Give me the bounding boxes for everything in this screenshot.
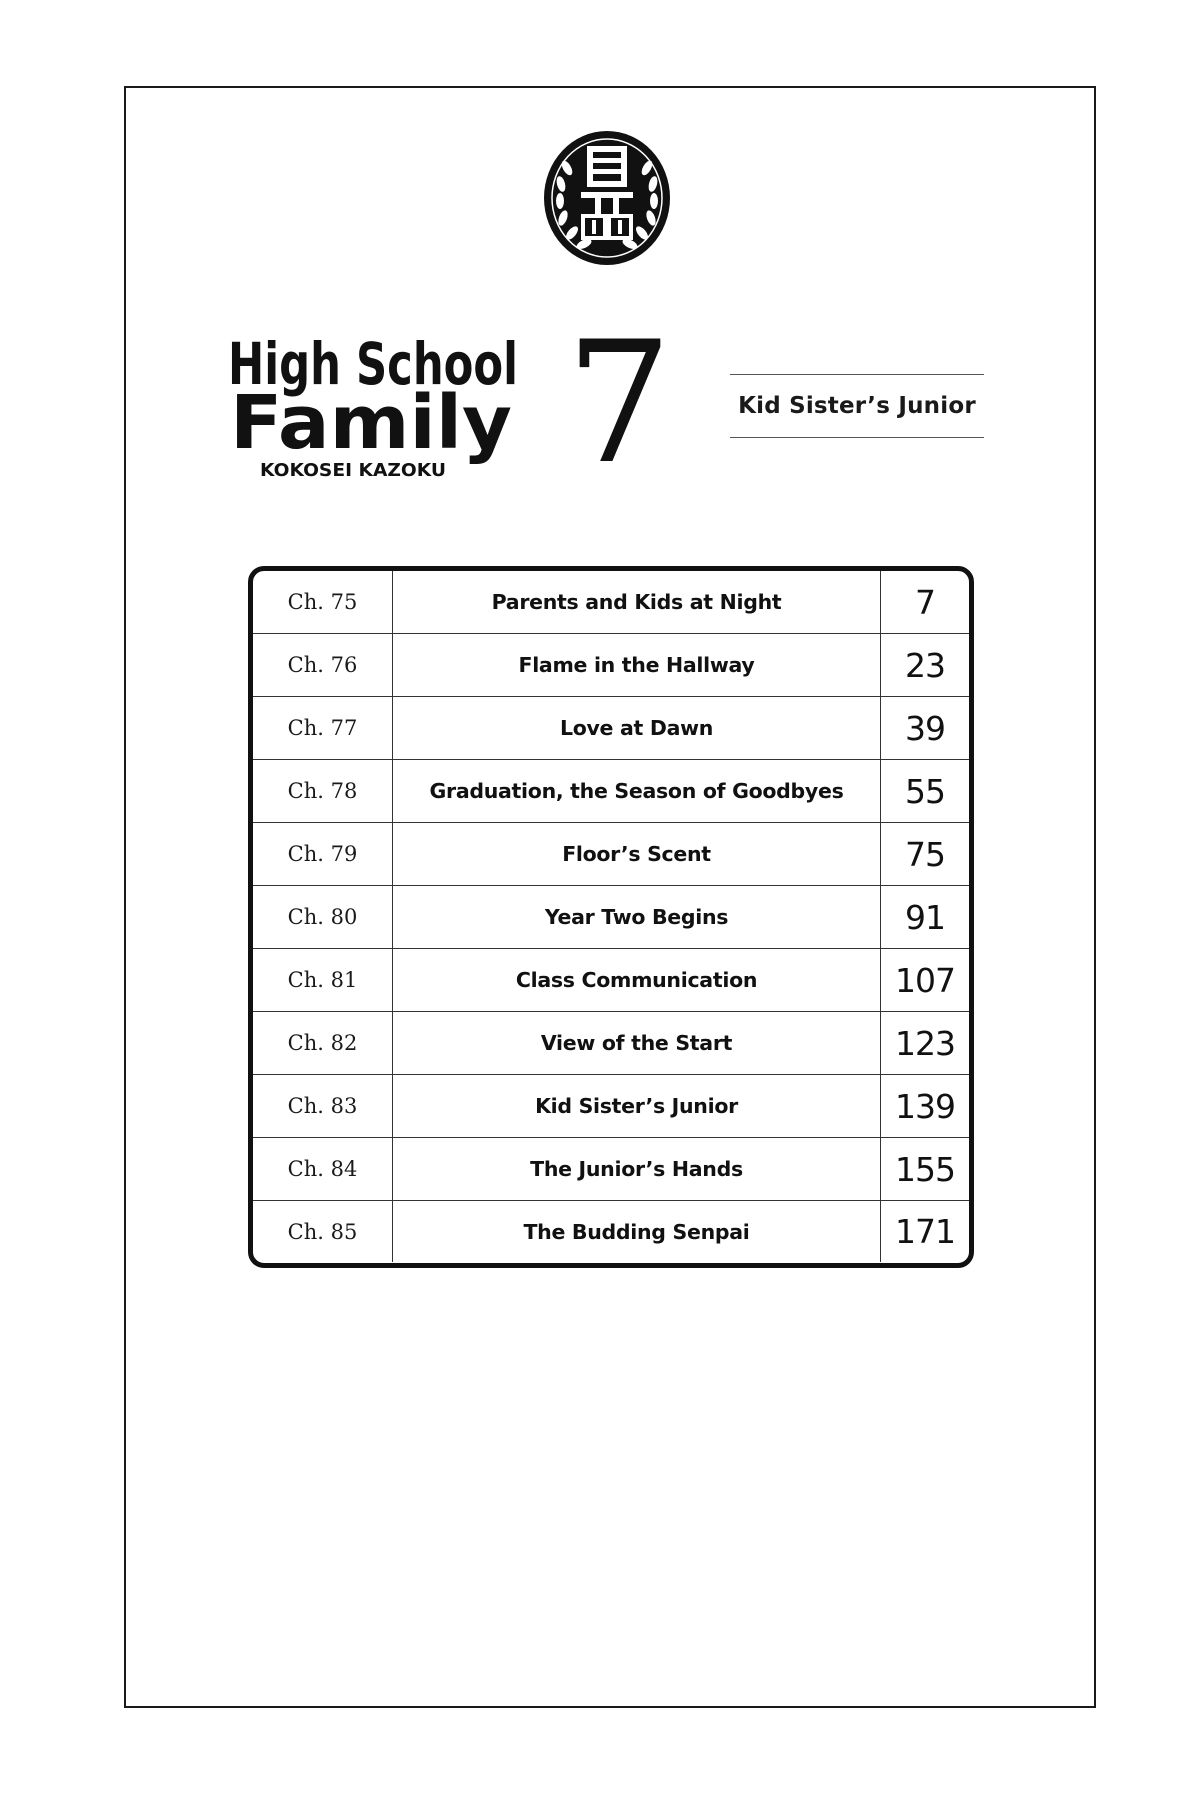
table-row	[253, 571, 969, 634]
chapter-title: Class Communication	[393, 949, 881, 1011]
chapter-title: The Budding Senpai	[393, 1201, 881, 1262]
chapter-number: Ch. 85	[253, 1201, 393, 1262]
table-row	[253, 1075, 969, 1138]
chapter-title: Graduation, the Season of Goodbyes	[393, 760, 881, 822]
table-row	[253, 760, 969, 823]
table-row	[253, 949, 969, 1012]
logo-line2: Family	[230, 380, 512, 466]
page-number: 39	[905, 708, 945, 748]
chapter-title: Parents and Kids at Night	[393, 571, 881, 633]
table-row	[253, 1201, 969, 1262]
chapter-number: Ch. 75	[253, 571, 393, 633]
page-number: 171	[895, 1212, 955, 1251]
table-row	[253, 886, 969, 949]
chapter-title: Love at Dawn	[393, 697, 881, 759]
chapter-title: Kid Sister’s Junior	[393, 1075, 881, 1137]
page-number: 123	[895, 1023, 955, 1063]
page-number: 91	[905, 897, 945, 937]
logo-line1: High School	[228, 330, 518, 398]
page-number: 7	[915, 582, 935, 622]
volume-number: 7	[565, 305, 673, 501]
chapter-number: Ch. 84	[253, 1138, 393, 1200]
chapter-number: Ch. 81	[253, 949, 393, 1011]
chapter-title: Floor’s Scent	[393, 823, 881, 885]
chapter-title: Flame in the Hallway	[393, 634, 881, 696]
page-number: 55	[905, 771, 945, 811]
chapter-number: Ch. 82	[253, 1012, 393, 1074]
logo-subtitle: KOKOSEI KAZOKU	[260, 460, 446, 481]
table-row	[253, 1012, 969, 1075]
school-crest-icon	[541, 128, 673, 268]
chapter-title: Year Two Begins	[393, 886, 881, 948]
chapter-title: View of the Start	[393, 1012, 881, 1074]
page-number: 75	[905, 834, 945, 874]
volume-subtitle: Kid Sister’s Junior	[730, 374, 984, 438]
table-of-contents	[248, 566, 974, 1268]
page-number: 155	[895, 1149, 955, 1189]
chapter-number: Ch. 77	[253, 697, 393, 759]
chapter-number: Ch. 76	[253, 634, 393, 696]
chapter-number: Ch. 83	[253, 1075, 393, 1137]
chapter-number: Ch. 79	[253, 823, 393, 885]
table-row	[253, 634, 969, 697]
table-row	[253, 1138, 969, 1201]
chapter-number: Ch. 78	[253, 760, 393, 822]
table-row	[253, 697, 969, 760]
page-number: 23	[905, 645, 945, 685]
page-number: 107	[895, 960, 955, 1000]
page-number: 139	[895, 1086, 955, 1126]
series-logo	[226, 326, 522, 486]
chapter-number: Ch. 80	[253, 886, 393, 948]
table-row	[253, 823, 969, 886]
chapter-title: The Junior’s Hands	[393, 1138, 881, 1200]
